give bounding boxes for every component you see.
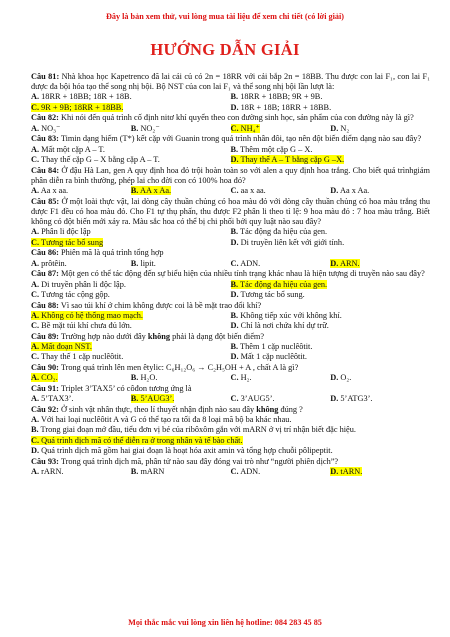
option-letter: A. — [31, 123, 40, 133]
option-letter: B. — [130, 123, 139, 133]
option-text: ADN. — [240, 258, 261, 268]
preview-notice: Đây là bản xem thử, vui lòng mua tài liệu để xem chi tiết (có lời giải) — [105, 12, 344, 21]
answer-option — [231, 373, 331, 383]
question-text: Trong quá trình dịch mã, phân tử nào sau đây đóng vai trò như “người phiên dịch”? — [60, 456, 339, 466]
option-text: Thêm một cặp G – X. — [240, 144, 313, 154]
answer-option — [31, 155, 231, 165]
option-letter: C. — [230, 466, 239, 476]
option-letter: D. — [230, 321, 239, 331]
answer-option — [231, 467, 331, 477]
answer-body — [31, 92, 132, 101]
option-letter: A. — [31, 258, 40, 268]
answer-options — [31, 342, 430, 362]
highlighted-answer — [330, 259, 359, 268]
option-text: Aa x Aa. — [339, 186, 370, 196]
option-text: Thay thế cặp G – X bằng cặp A – T. — [41, 154, 160, 164]
option-letter: D. — [330, 394, 339, 404]
question-number: Câu 91: — [31, 384, 59, 394]
answer-option — [231, 155, 431, 165]
option-text: H₂O. — [140, 373, 158, 383]
option-letter: A. — [31, 144, 40, 154]
option-letter: C. — [230, 123, 239, 133]
answer-body — [231, 227, 328, 236]
answer-body — [231, 103, 332, 112]
question-text: Ở một loài thực vật, lai dòng cây thuần chủng có hoa màu đỏ với dòng cây thuần chủng có hoa màu trắng thu được F1 đều có hoa màu đỏ. Cho F1 tự thụ phấn, thu được F2 phân li theo tỉ lệ: 9 hoa màu đỏ : 7 hoa màu trắng. Biết không có đột biến mới xảy ra. Màu sắc hoa có thể bị chi phối bởi quy luật nào sau đây? — [31, 196, 430, 227]
option-text: NO₃⁻ — [41, 123, 61, 133]
question-item — [31, 72, 430, 113]
question-number: Câu 93: — [31, 456, 59, 466]
option-letter: A. — [31, 227, 40, 237]
option-text: tARN. — [340, 466, 363, 476]
answer-body — [31, 145, 105, 154]
highlighted-answer — [131, 394, 175, 403]
answer-body — [31, 352, 123, 361]
answer-option — [31, 238, 231, 248]
question-text: Timin dạng hiếm (T*) kết cặp với Guanin trong quá trình nhân đôi, tạo nên đột biến điểm dạng nào sau đây? — [60, 134, 422, 144]
answer-body — [231, 342, 313, 351]
question-number: Câu 85: — [31, 196, 60, 206]
option-letter: C. — [31, 154, 40, 164]
question-stem — [31, 301, 430, 311]
option-text: Mất đoạn NST. — [41, 342, 92, 352]
answer-option — [31, 425, 430, 435]
option-text: CO₂. — [41, 373, 58, 383]
answer-option — [231, 124, 331, 134]
question-item — [31, 363, 430, 383]
answer-options — [31, 373, 430, 383]
option-text: aa x aa. — [240, 186, 266, 196]
option-text: rARN. — [41, 466, 64, 476]
answer-option — [31, 342, 231, 352]
answer-body — [231, 92, 323, 101]
option-letter: A. — [31, 415, 40, 425]
option-text: AA x Aa. — [139, 186, 172, 196]
option-text: Chỉ là nơi chứa khí dự trữ. — [240, 321, 329, 331]
option-letter: B. — [230, 279, 239, 289]
option-letter: B. — [230, 144, 239, 154]
answer-option — [131, 259, 231, 269]
option-text: Phân li độc lập — [41, 227, 91, 237]
option-letter: A. — [31, 279, 40, 289]
option-text: Thay thế A – T bằng cặp G –X. — [240, 154, 345, 164]
question-stem — [31, 113, 430, 123]
answer-option — [231, 103, 431, 113]
answer-body — [31, 415, 291, 424]
answer-options — [31, 92, 430, 112]
answer-body — [231, 259, 261, 268]
answer-option — [31, 124, 131, 134]
question-text: đúng ? — [278, 405, 303, 415]
question-text-emphasis: không — [256, 405, 279, 415]
answer-option — [31, 394, 131, 404]
question-number: Câu 90: — [31, 363, 59, 373]
option-text: Không tiếp xúc với không khí. — [240, 310, 342, 320]
question-text: Nhà khoa học Kapetrenco đã lai cải củ có 2n = 18RR với cải bắp 2n = 18BB. Thu được con lai F₁, con lai F₁ được đa bội hóa tạo thể song nhị bội. Bộ NST của con lai F₁ và thể song nhị bội lần lượt là: — [31, 72, 430, 92]
highlighted-answer — [31, 342, 92, 351]
option-letter: B. — [130, 258, 139, 268]
option-letter: B. — [230, 342, 239, 352]
answer-option — [31, 311, 231, 321]
question-number: Câu 86: — [31, 248, 59, 258]
question-number: Câu 81: — [31, 72, 60, 81]
answer-option — [231, 290, 431, 300]
option-text: Aa x aa. — [40, 186, 69, 196]
answer-body — [31, 186, 68, 195]
answer-option — [31, 290, 231, 300]
answer-option — [31, 259, 131, 269]
answer-options — [31, 227, 430, 247]
question-number: Câu 84: — [31, 165, 60, 175]
option-letter: C. — [31, 289, 40, 299]
option-letter: D. — [230, 352, 239, 362]
option-text: Thay thế 1 cặp nuclêôtit. — [41, 352, 124, 362]
answer-option — [31, 373, 131, 383]
question-item — [31, 269, 430, 300]
answer-body — [131, 124, 160, 133]
option-letter: C. — [31, 102, 40, 112]
answer-option — [31, 436, 430, 446]
highlighted-answer — [31, 103, 123, 112]
option-text: NO₂⁻ — [140, 123, 160, 133]
answer-option — [231, 311, 431, 321]
answer-body — [231, 186, 266, 195]
option-letter: B. — [130, 394, 139, 404]
answer-option — [231, 394, 331, 404]
answer-option — [31, 186, 131, 196]
answer-option — [231, 92, 431, 102]
answer-option — [31, 227, 231, 237]
option-letter: B. — [130, 186, 139, 196]
option-text: N₂ — [340, 123, 350, 133]
option-letter: B. — [230, 92, 239, 102]
option-letter: B. — [130, 466, 139, 476]
option-letter: D. — [330, 373, 339, 383]
answer-body — [31, 394, 73, 403]
option-text: Thêm 1 cặp nuclêôtit. — [240, 342, 313, 352]
question-text: phải là dạng đột biến điểm? — [170, 331, 265, 341]
question-item — [31, 457, 430, 477]
option-letter: C. — [230, 258, 239, 268]
option-text: 18R + 18B; 18RR + 18BB. — [240, 102, 332, 112]
answer-body — [231, 238, 345, 247]
question-item — [31, 332, 430, 363]
question-stem — [31, 332, 430, 342]
answer-option — [330, 259, 430, 269]
answer-body — [231, 321, 329, 330]
answer-options — [31, 311, 430, 331]
option-text: ARN. — [339, 258, 360, 268]
answer-option — [31, 103, 231, 113]
option-letter: C. — [31, 237, 40, 247]
option-letter: D. — [330, 186, 339, 196]
answer-option — [31, 280, 231, 290]
option-letter: D. — [230, 237, 239, 247]
highlighted-answer — [330, 467, 362, 476]
answer-option — [31, 415, 430, 425]
question-text: Khi nói đến quá trình cố định nitơ khí quyển theo con đường sinh học, sản phẩm của con đường này là gì? — [60, 113, 414, 123]
question-stem — [31, 197, 430, 228]
answer-option — [330, 186, 430, 196]
option-text: 5’AUG3’. — [140, 394, 175, 404]
question-item — [31, 113, 430, 133]
highlighted-answer — [31, 311, 143, 320]
answer-options — [31, 145, 430, 165]
answer-body — [330, 186, 369, 195]
question-stem — [31, 248, 430, 258]
answer-body — [31, 446, 333, 455]
question-text: Vì sao túi khí ở chim không được coi là bề mặt trao đổi khí? — [60, 300, 262, 310]
answer-option — [330, 373, 430, 383]
question-text: Ở đậu Hà Lan, gen A quy định hoa đỏ trội hoàn toàn so với alen a quy định hoa trắng. Cho biết quá trìnhgiảm phân diễn ra bình thường, phép lai cho đời con có 100% hoa đỏ? — [31, 165, 431, 185]
option-text: Mất một cặp A – T. — [41, 144, 105, 154]
option-letter: D. — [31, 445, 40, 455]
highlighted-answer — [231, 155, 345, 164]
answer-option — [231, 352, 431, 362]
option-text: Trong giai đoạn mở đầu, tiểu đơn vị bé của ribôxôm gắn với mARN ở vị trí nhận biết đặc hiệu. — [40, 425, 356, 435]
highlighted-answer — [31, 436, 243, 445]
option-letter: B. — [31, 425, 39, 435]
answer-body — [231, 352, 308, 361]
option-letter: A. — [31, 394, 40, 404]
option-text: Tương tác bổ sung. — [240, 289, 305, 299]
answer-option — [131, 186, 231, 196]
option-text: Tác động đa hiệu của gen. — [240, 227, 328, 237]
question-stem — [31, 166, 430, 186]
question-stem — [31, 269, 430, 279]
question-item — [31, 248, 430, 268]
question-number: Câu 92: — [31, 405, 59, 415]
answer-options — [31, 467, 430, 477]
option-text: Quá trình dịch mã có thể diễn ra ở trong nhân và tế bào chất. — [41, 435, 243, 445]
answer-option — [231, 145, 431, 155]
answer-option — [31, 446, 430, 456]
option-text: prôtêin. — [41, 258, 67, 268]
option-letter: A. — [31, 342, 40, 352]
question-number: Câu 87: — [31, 269, 59, 279]
question-item — [31, 197, 430, 248]
answer-options — [31, 124, 430, 134]
answer-body — [231, 290, 305, 299]
answer-body — [330, 394, 372, 403]
answer-body — [31, 425, 356, 434]
answer-body — [330, 124, 349, 133]
option-letter: C. — [230, 186, 239, 196]
question-number: Câu 88: — [31, 300, 59, 310]
answer-body — [131, 259, 156, 268]
question-item — [31, 384, 430, 404]
option-text: Tác động đa hiệu của gen. — [240, 279, 328, 289]
highlighted-answer — [31, 373, 58, 382]
answer-option — [131, 373, 231, 383]
option-text: Di truyền liên kết với giới tính. — [240, 237, 345, 247]
page-title: HƯỚNG DẪN GIẢI — [150, 40, 300, 59]
option-letter: C. — [31, 352, 40, 362]
question-text: Trường hợp nào dưới đây — [60, 331, 148, 341]
answer-body — [31, 290, 110, 299]
question-item — [31, 405, 430, 456]
answer-body — [31, 467, 64, 476]
option-text: Quá trình dịch mã gồm hai giai đoạn là hoạt hóa axit amin và tổng hợp chuỗi pôlipeptit. — [41, 445, 333, 455]
answer-body — [231, 311, 342, 320]
question-stem — [31, 134, 430, 144]
answer-option — [31, 467, 131, 477]
question-text-emphasis: không — [147, 331, 171, 341]
option-letter: A. — [31, 310, 40, 320]
question-number: Câu 83: — [31, 134, 59, 144]
option-text: 5’ATG3’. — [340, 394, 373, 404]
question-item — [31, 301, 430, 332]
question-text: Trong quá trình lên men êtylic: C₆H₁₂O₆ → C₂H₅OH + A , chất A là gì? — [60, 363, 299, 373]
answer-option — [231, 321, 431, 331]
answer-option — [231, 259, 331, 269]
answer-options — [31, 259, 430, 269]
option-text: Mất 1 cặp nuclêôtit. — [240, 352, 308, 362]
answer-body — [131, 467, 165, 476]
option-text: Tương tác bổ sung — [41, 237, 104, 247]
answer-body — [231, 467, 261, 476]
option-text: 18RR + 18BB; 9R + 9B. — [240, 92, 323, 102]
option-letter: A. — [31, 373, 40, 383]
answer-option — [31, 321, 231, 331]
answer-option — [330, 467, 430, 477]
questions-list — [31, 72, 430, 478]
question-number: Câu 89: — [31, 331, 59, 341]
option-letter: A. — [31, 186, 40, 196]
option-text: 3’AUG5’. — [240, 394, 275, 404]
option-text: 9R + 9B; 18RR + 18BB. — [41, 102, 124, 112]
option-letter: D. — [230, 102, 239, 112]
option-text: Không có hệ thống mao mạch. — [41, 310, 143, 320]
option-letter: D. — [230, 154, 239, 164]
answer-body — [31, 124, 60, 133]
option-text: 18RR + 18BB; 18R + 18B. — [41, 92, 132, 102]
question-stem — [31, 363, 430, 373]
option-text: Với hai loại nuclêôtit A và G có thể tạo ra tối đa 8 loại mã bộ ba khác nhau. — [41, 415, 292, 425]
option-text: NH₄⁺ — [240, 123, 260, 133]
option-letter: B. — [130, 373, 139, 383]
option-text: Bề mặt túi khí chưa đủ lớn. — [41, 321, 132, 331]
answer-option — [231, 280, 431, 290]
question-text: Ở sinh vật nhân thực, theo lí thuyết nhận định nào sau đây — [60, 405, 257, 415]
answer-option — [131, 124, 231, 134]
option-text: H₂. — [240, 373, 252, 383]
hotline-footer: Mọi thắc mắc vui lòng xin liên hệ hotline: 084 283 45 85 — [128, 618, 322, 627]
answer-body — [231, 394, 275, 403]
answer-option — [231, 238, 431, 248]
answer-option — [31, 145, 231, 155]
option-text: Di truyền phân li độc lập. — [41, 279, 126, 289]
option-text: 5’TAX3’. — [41, 394, 74, 404]
question-stem — [31, 405, 430, 415]
option-letter: C. — [31, 321, 40, 331]
option-letter: C. — [230, 394, 239, 404]
answer-option — [31, 352, 231, 362]
highlighted-answer — [231, 280, 328, 289]
option-text: Tương tác cộng gộp. — [41, 289, 110, 299]
answer-option — [231, 227, 431, 237]
answer-option — [131, 467, 231, 477]
answer-body — [31, 227, 91, 236]
option-text: mARN — [140, 466, 165, 476]
answer-option — [330, 124, 430, 134]
answer-options — [31, 415, 430, 456]
answer-options — [31, 394, 430, 404]
option-letter: B. — [230, 310, 239, 320]
question-text: Một gen có thể tác động đến sự biểu hiện của nhiều tính trạng khác nhau là hiện tượng di truyền nào sau đây? — [60, 269, 425, 279]
option-text: ADN. — [240, 466, 261, 476]
answer-option — [31, 92, 231, 102]
answer-body — [31, 259, 67, 268]
option-letter: D. — [330, 466, 339, 476]
option-text: O₂. — [340, 373, 352, 383]
question-number: Câu 82: — [31, 113, 59, 123]
question-item — [31, 134, 430, 165]
answer-body — [31, 280, 126, 289]
answer-option — [231, 186, 331, 196]
option-letter: C. — [230, 373, 239, 383]
option-letter: C. — [31, 435, 40, 445]
option-letter: D. — [230, 289, 239, 299]
highlighted-answer — [31, 238, 103, 247]
option-letter: A. — [31, 92, 40, 102]
question-item — [31, 166, 430, 197]
answer-body — [31, 155, 160, 164]
question-text: Phiên mã là quá trình tổng hợp — [60, 248, 164, 258]
answer-body — [330, 373, 351, 382]
highlighted-answer — [231, 124, 260, 133]
option-letter: A. — [31, 466, 40, 476]
question-text: Triplet 3’TAX5’ có côđon tương ứng là — [60, 384, 192, 394]
answer-option — [330, 394, 430, 404]
answer-body — [131, 373, 158, 382]
answer-body — [31, 321, 132, 330]
answer-option — [231, 342, 431, 352]
question-stem — [31, 72, 430, 92]
answer-option — [131, 394, 231, 404]
option-letter: D. — [330, 258, 339, 268]
answer-body — [231, 373, 252, 382]
question-stem — [31, 457, 430, 467]
option-text: lipit. — [140, 258, 156, 268]
answer-options — [31, 280, 430, 300]
question-stem — [31, 384, 430, 394]
option-letter: D. — [330, 123, 339, 133]
option-letter: B. — [230, 227, 239, 237]
highlighted-answer — [131, 186, 171, 195]
answer-body — [231, 145, 313, 154]
answer-options — [31, 186, 430, 196]
